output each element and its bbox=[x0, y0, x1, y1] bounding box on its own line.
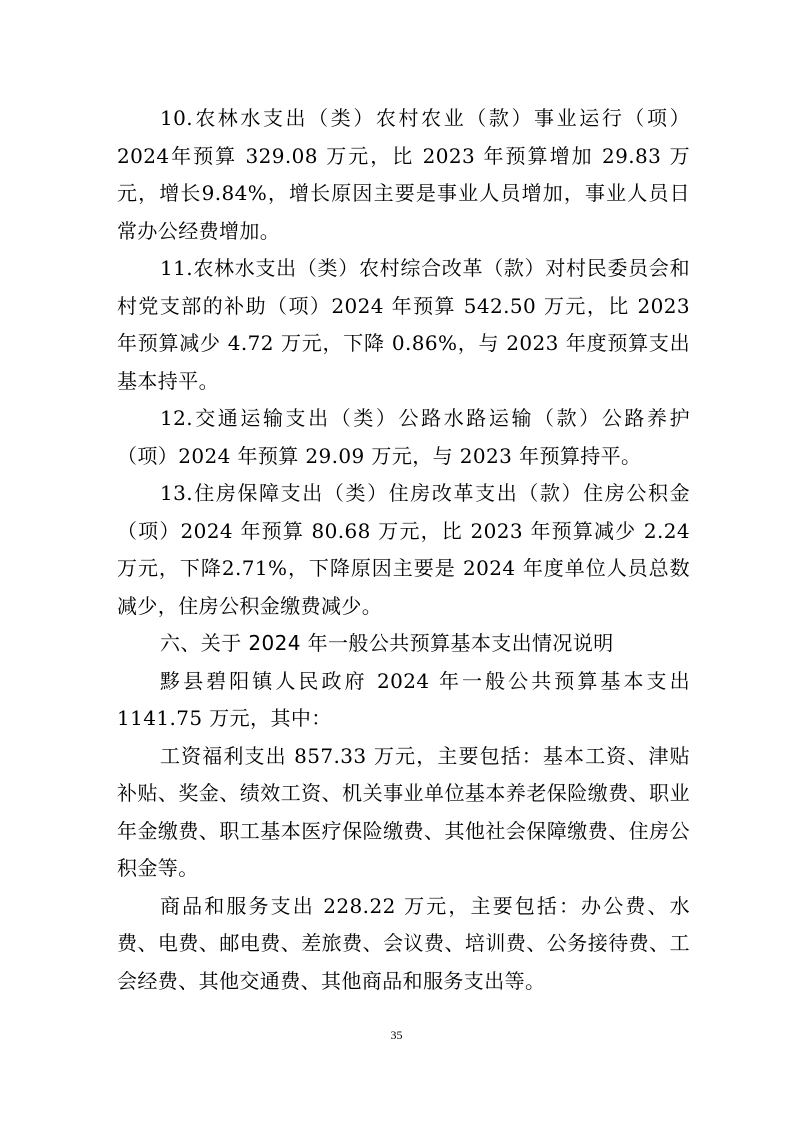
page-number: 35 bbox=[390, 1028, 403, 1042]
paragraph-item-10: 10.农林水支出（类）农村农业（款）事业运行（项）2024年预算 329.08 万元，比 2023 年预算增加 29.83 万元，增长9.84%，增长原因主要是事业人员增加，事业人员日常办公经费增加。 bbox=[117, 106, 690, 243]
paragraph-item-11: 11.农林水支出（类）农村综合改革（款）对村民委员会和村党支部的补助（项）2024 年预算 542.50 万元，比 2023 年预算减少 4.72 万元，下降 0.86%，与 2023 年度预算支出基本持平。 bbox=[117, 256, 690, 393]
paragraph-item-12: 12.交通运输支出（类）公路水路运输（款）公路养护（项）2024 年预算 29.09 万元，与 2023 年预算持平。 bbox=[117, 406, 690, 468]
section-heading: 六、关于 2024 年一般公共预算基本支出情况说明 bbox=[160, 631, 614, 655]
paragraph-salary-welfare: 工资福利支出 857.33 万元，主要包括：基本工资、津贴补贴、奖金、绩效工资、机关事业单位基本养老保险缴费、职业年金缴费、职工基本医疗保险缴费、其他社会保障缴费、住房公积金等。 bbox=[117, 743, 690, 880]
paragraph-item-13: 13.住房保障支出（类）住房改革支出（款）住房公积金（项）2024 年预算 80.68 万元，比 2023 年预算减少 2.24 万元，下降2.71%，下降原因主要是 2024 年度单位人员总数减少，住房公积金缴费减少。 bbox=[117, 481, 690, 618]
page-content bbox=[117, 100, 690, 1000]
paragraph-basic-expenditure-total: 黟县碧阳镇人民政府 2024 年一般公共预算基本支出1141.75 万元，其中： bbox=[117, 668, 690, 730]
paragraph-goods-services: 商品和服务支出 228.22 万元，主要包括：办公费、水费、电费、邮电费、差旅费、会议费、培训费、公务接待费、工会经费、其他交通费、其他商品和服务支出等。 bbox=[117, 893, 690, 993]
